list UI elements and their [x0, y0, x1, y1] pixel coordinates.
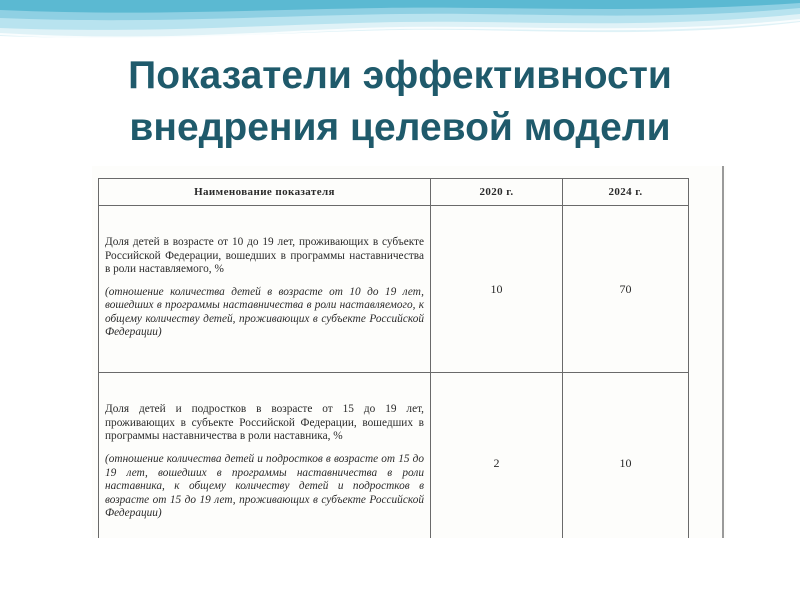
- table-row: [99, 373, 689, 539]
- value-2024: 10: [563, 373, 689, 539]
- indicator-text: Доля детей в возрасте от 10 до 19 лет, проживающих в субъекте Российской Федерации, вошедших в программы наставничества в роли наставляемого, %: [105, 235, 424, 276]
- value-2020: 2: [431, 373, 563, 539]
- header-indicator-name: Наименование показателя: [99, 179, 431, 206]
- indicator-formula: (отношение количества детей в возрасте от 10 до 19 лет, вошедших в программы наставничества в роли наставляемого, к общему количеству детей, проживающих в субъекте Российской Федерации): [105, 285, 424, 339]
- indicator-text: Доля детей и подростков в возрасте от 15 до 19 лет, проживающих в субъекте Российской Федерации, вошедших в программы наставничества в роли наставника, %: [105, 403, 424, 443]
- table-header-row: [99, 179, 689, 206]
- indicators-table: [98, 178, 689, 538]
- table-row: [99, 206, 689, 373]
- indicator-formula: (отношение количества детей и подростков в возрасте от 15 до 19 лет, вошедших в программы наставничества в роли наставника, к общему количеству детей и подростков в возрасте от 15 до 19 лет, проживающих в субъекте Российской Федерации): [105, 452, 424, 520]
- slide-title-line-2: внедрения целевой модели: [129, 106, 671, 149]
- indicator-name-cell: [99, 206, 431, 373]
- header-year-2020: 2020 г.: [431, 179, 563, 206]
- value-2024: 70: [563, 206, 689, 373]
- slide-title: [0, 50, 800, 154]
- slide-title-line-1: Показатели эффективности: [128, 54, 672, 97]
- value-2020: 10: [431, 206, 563, 373]
- header-year-2024: 2024 г.: [563, 179, 689, 206]
- indicator-name-cell: [99, 373, 431, 539]
- scanned-document: [92, 166, 726, 538]
- scan-edge-line: [722, 166, 724, 538]
